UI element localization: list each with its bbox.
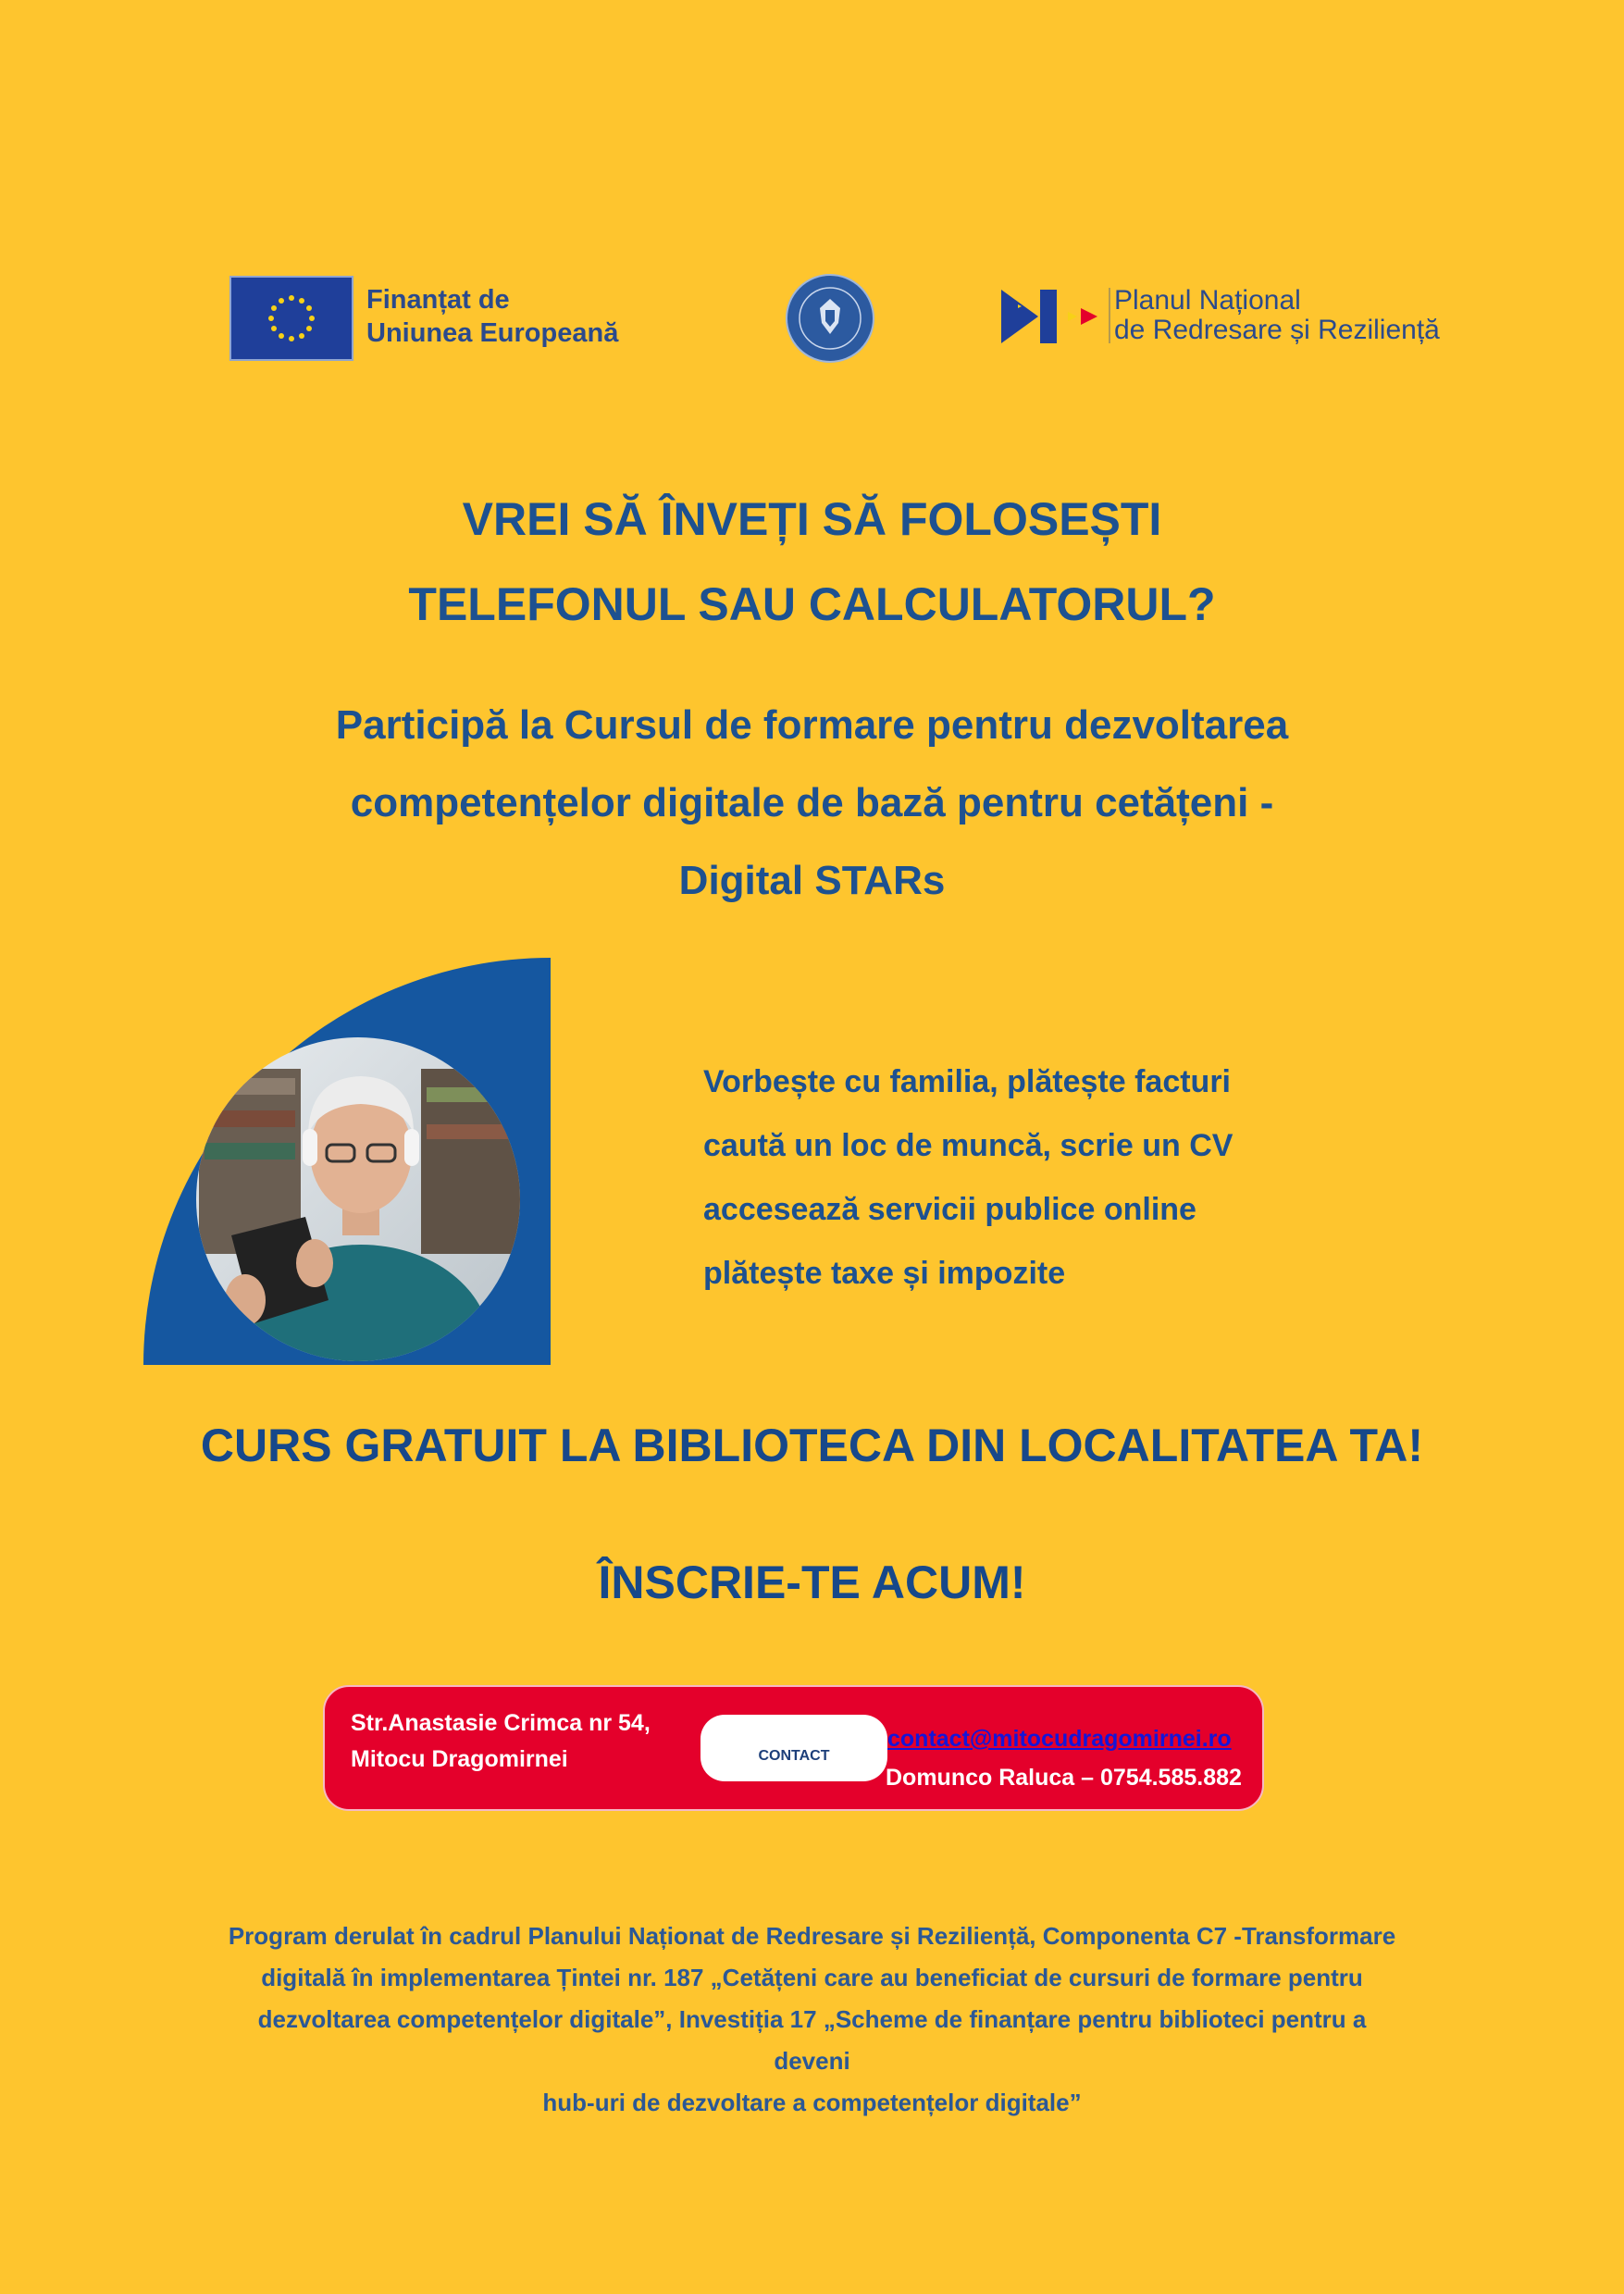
address: Str.Anastasie Crimca nr 54, Mitocu Dragomirnei (351, 1710, 651, 1772)
pnrr-mark-icon (1001, 286, 1103, 347)
romanian-government-seal-icon (785, 273, 875, 364)
eu-logo (229, 276, 627, 363)
eu-flag-icon (229, 276, 353, 361)
list-item: plătește taxe și impozite (703, 1256, 1066, 1291)
list-item: caută un loc de muncă, scrie un CV (703, 1128, 1233, 1163)
pnrr-logo (1001, 282, 1440, 356)
free-course-heading: CURS GRATUIT LA BIBLIOTECA DIN LOCALITATEA TA! (200, 1420, 1424, 1471)
pnrr-separator (1109, 288, 1110, 343)
main-headline: VREI SĂ ÎNVEȚI SĂ FOLOSEȘTI TELEFONUL SAU CALCULATORUL? (408, 493, 1216, 630)
contact-button[interactable]: CONTACT (700, 1715, 887, 1781)
pnrr-logo-text: Planul Național de Redresare și Reziliență (1114, 285, 1440, 345)
email-link[interactable]: contact@mitocudragomirnei.ro (887, 1726, 1232, 1752)
list-item: accesează servicii publice online (703, 1192, 1196, 1227)
senior-with-tablet-illustration (143, 958, 551, 1365)
eu-logo-text: Finanțat de Uniunea Europeană (366, 285, 619, 348)
contact-phone: Domunco Raluca – 0754.585.882 (886, 1765, 1242, 1791)
list-item: Vorbește cu familia, plătește facturi (703, 1064, 1231, 1099)
signup-heading: ÎNSCRIE-TE ACUM! (598, 1556, 1026, 1608)
contact-bar (323, 1685, 1264, 1811)
course-subheadline: Participă la Cursul de formare pentru dezvoltarea competențelor digitale de bază pentru cetățeni - Digital STARs (335, 702, 1289, 903)
program-footer-text: Program derulat în cadrul Planului Naționat de Redresare și Reziliență, Componenta C7 -Transformare digitală în implementarea Țintei nr. 187 „Cetățeni care au beneficiat de cursuri de formare pentru dezvoltarea competențelor digitale”, Investiția 17 „Scheme de finanțare pentru biblioteci pentru a deveni hub-uri de dezvoltare a competențelor digitale” (228, 1922, 1396, 2116)
benefits-list (703, 1050, 1233, 1306)
